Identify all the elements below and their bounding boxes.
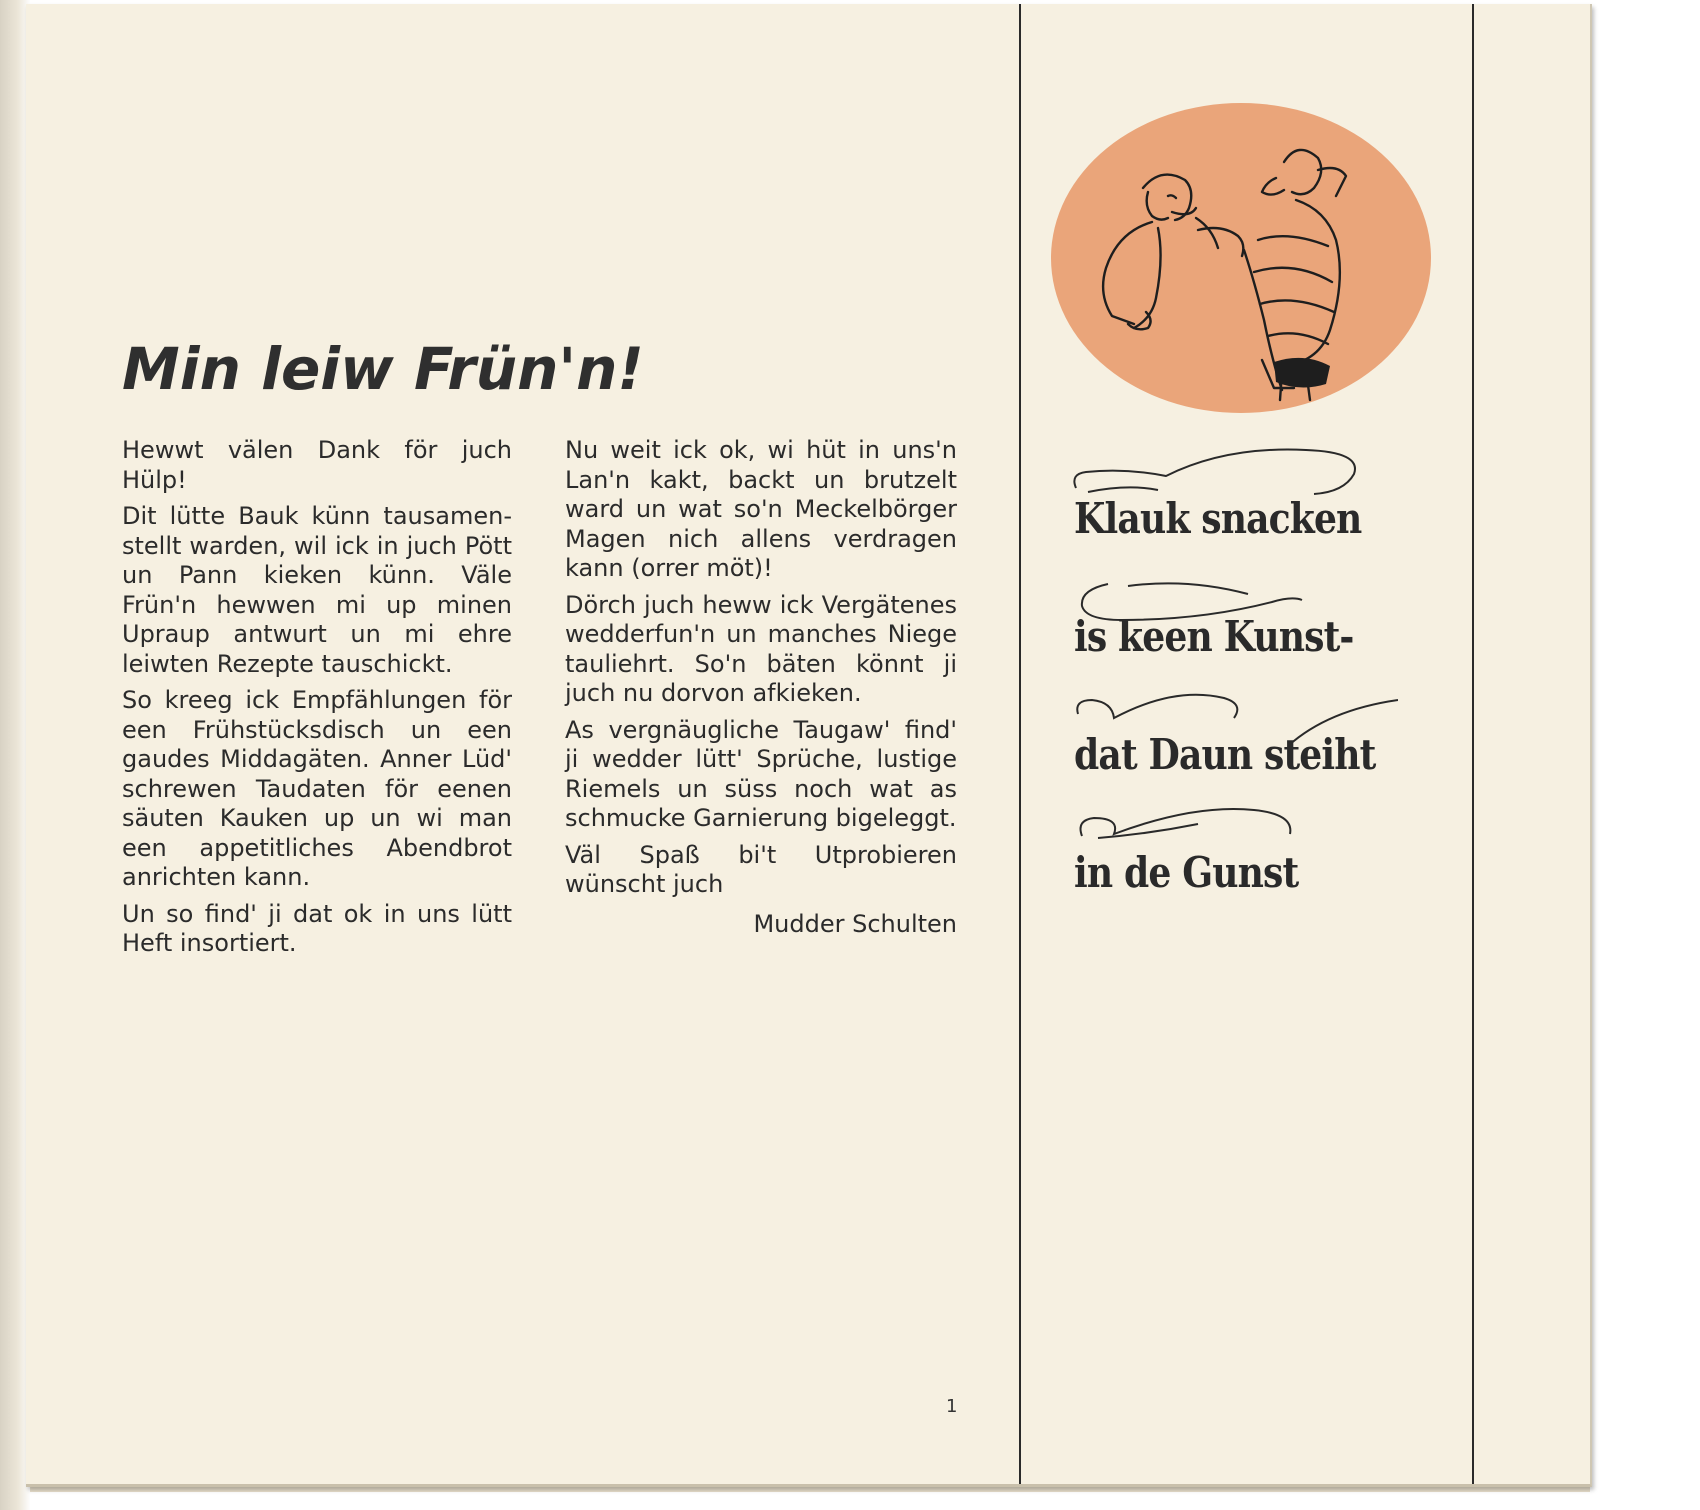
- paragraph: Väl Spaß bi't Utprobieren wünscht juch: [565, 840, 957, 898]
- motto-text: is keen Kunst-: [1074, 612, 1354, 661]
- motto-line: [1068, 802, 1398, 920]
- page-heading: Min leiw Frün'n!: [122, 334, 644, 403]
- paragraph: Un so find' ji dat ok in uns lütt Heft insortiert.: [122, 899, 512, 957]
- motto-verse: [1068, 448, 1398, 920]
- motto-text: in de Gunst: [1074, 848, 1299, 897]
- motto-text: Klauk snacken: [1074, 494, 1362, 543]
- signature: Mudder Schulten: [753, 909, 957, 938]
- left-text-column: [122, 436, 512, 966]
- motto-line: [1068, 448, 1398, 566]
- paragraph: Hewwt välen Dank för juch Hülp!: [122, 436, 512, 494]
- page-number: 1: [946, 1396, 958, 1417]
- motto-line: [1068, 566, 1398, 684]
- fold-rule: [1472, 4, 1474, 1484]
- paragraph: So kreeg ick Empfählungen för een Frühstücksdisch un een gaudes Middagäten. Anner Lüd' schrewen Taudaten för eenen säuten Kauken up un wi man een appetitliches Abendbrot anrichten kann.: [122, 686, 512, 891]
- motto-line: [1068, 684, 1398, 802]
- cartoon-oval-image: [1048, 100, 1434, 416]
- two-men-cartoon-illustration: [1048, 100, 1434, 416]
- column-divider-rule: [1019, 4, 1021, 1484]
- paragraph: Dit lütte Bauk künn tausamenstellt warden, wil ick in juch Pött un Pann kieken künn. Väle Frün'n hewwen mi up minen Upraup antwurt un mi ehre leiwten Rezepte tauschickt.: [122, 502, 512, 678]
- paragraph: As vergnäugliche Taugaw' find' ji wedder lütt' Sprüche, lustige Riemels un süss noch wat as schmucke Garnierung bigeleggt.: [565, 715, 957, 832]
- paragraph: Nu weit ick ok, wi hüt in uns'n Lan'n kakt, backt un brutzelt ward un wat so'n Meckelbörger Magen nich allens verdragen kann (orrer möt)!: [565, 436, 957, 582]
- paragraph: Dörch juch heww ick Vergätenes wedderfun'n un manches Niege tauliehrt. So'n bäten könnt ji juch nu dorvon afkieken.: [565, 590, 957, 707]
- motto-text: dat Daun steiht: [1074, 730, 1376, 779]
- right-text-column: [565, 436, 957, 939]
